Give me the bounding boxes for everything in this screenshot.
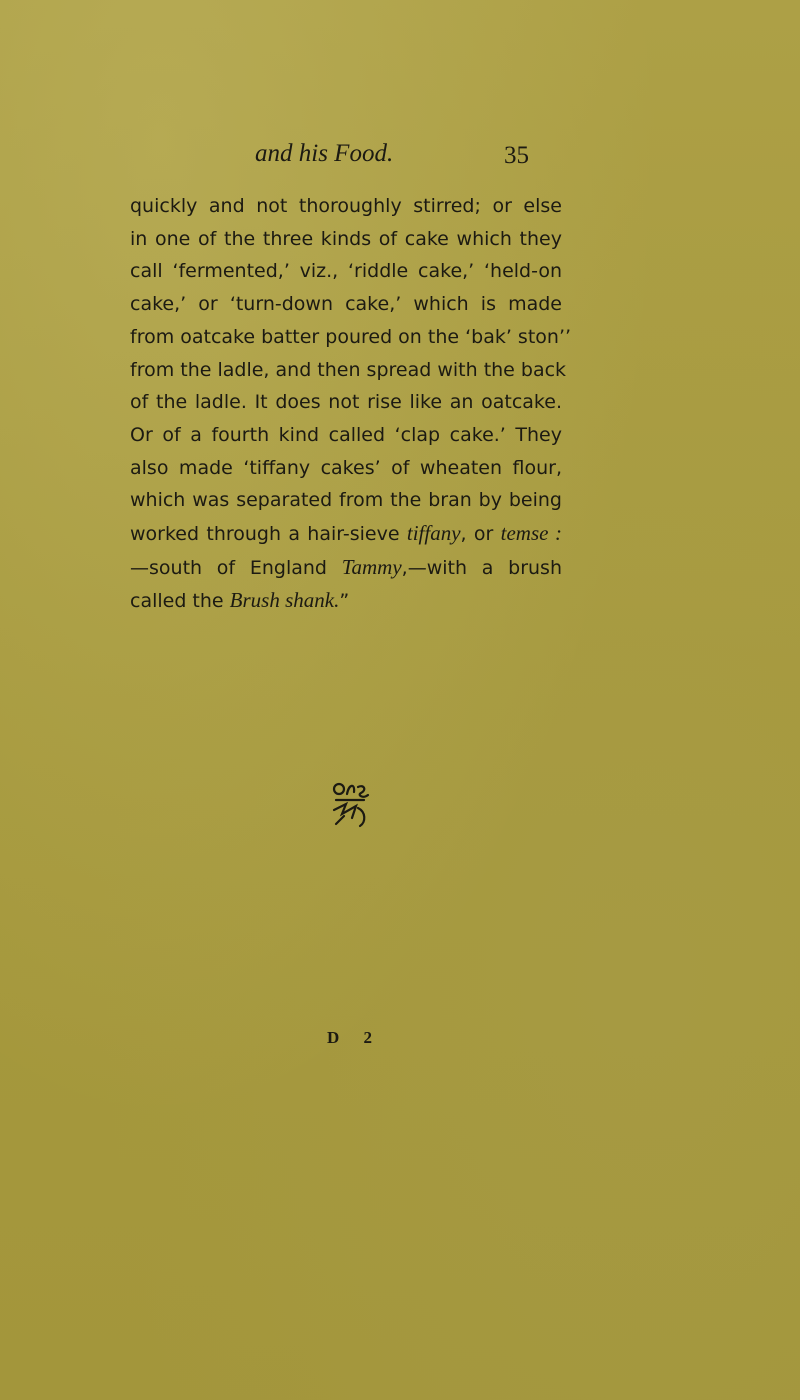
text-line: cake,’ or ‘turn-down cake,’ which is made — [130, 293, 562, 316]
text-line: quickly and not thoroughly stirred; or else — [130, 195, 562, 217]
text-line: also made ‘tiffany cakes’ of wheaten flour, — [130, 456, 562, 479]
text-line — [130, 517, 562, 551]
text-line — [130, 551, 562, 585]
running-title: and his Food. — [255, 140, 394, 167]
signature-mark: D 2 — [327, 1028, 383, 1047]
italic-term: Brush shank. — [229, 588, 340, 613]
italic-term: temse : — [500, 521, 562, 546]
text-segment: —south of England — [130, 556, 327, 579]
body-paragraph — [130, 190, 572, 618]
text-line: call ‘fermented,’ viz., ‘riddle cake,’ ‘held-on — [130, 260, 562, 283]
text-segment: ” — [339, 590, 350, 613]
printer-ornament-icon — [330, 780, 370, 830]
text-line: Or of a fourth kind called ‘clap cake.’ They — [130, 423, 562, 446]
italic-term: Tammy — [341, 554, 402, 579]
text-line: in one of the three kinds of cake which they — [130, 227, 562, 250]
text-line: from the ladle, and then spread with the back — [130, 358, 567, 381]
text-segment: worked through a hair-sieve — [130, 523, 400, 546]
text-line: which was separated from the bran by being — [130, 489, 562, 512]
italic-term: tiffany — [406, 521, 461, 546]
text-segment: , or — [460, 523, 494, 546]
text-line — [130, 584, 562, 618]
text-line: from oatcake batter poured on the ‘bak’ ston’’ — [130, 325, 572, 348]
text-line: of the ladle. It does not rise like an oatcake. — [130, 391, 562, 414]
text-segment: called the — [130, 590, 224, 613]
text-segment: ,—with a brush — [401, 556, 562, 579]
page-number: 35 — [504, 142, 529, 169]
